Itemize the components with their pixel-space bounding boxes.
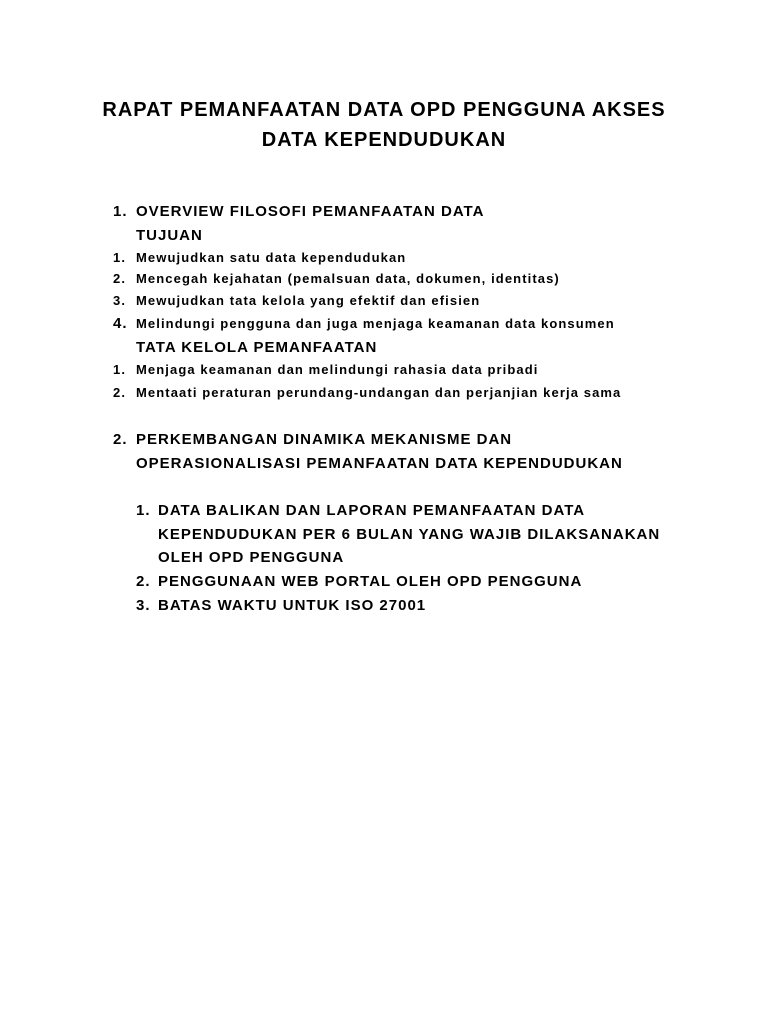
list-item-text: Mencegah kejahatan (pemalsuan data, dokumen, identitas) [136, 271, 560, 286]
list-item-text: Mewujudkan satu data kependudukan [136, 250, 407, 265]
page-title-line-2: DATA KEPENDUDUKAN [261, 129, 507, 151]
list-item-number: 4. [113, 315, 128, 332]
list-item-text-line-1: BATAS WAKTU UNTUK ISO 27001 [158, 597, 427, 614]
section-2-heading-line-1: PERKEMBANGAN DINAMIKA MEKANISME DAN [136, 431, 513, 448]
section-2-number: 2. [113, 431, 128, 448]
tujuan-heading: TUJUAN [136, 227, 203, 244]
tata-kelola-heading: TATA KELOLA PEMANFAATAN [136, 339, 378, 356]
list-item-text: Mentaati peraturan perundang-undangan dan perjanjian kerja sama [136, 385, 622, 400]
section-1-heading: OVERVIEW FILOSOFI PEMANFAATAN DATA [136, 203, 485, 220]
list-item-text-line-1: DATA BALIKAN DAN LAPORAN PEMANFAATAN DATA [158, 502, 586, 519]
list-item-text: Menjaga keamanan dan melindungi rahasia data pribadi [136, 362, 539, 377]
list-item-number: 2. [113, 385, 127, 400]
page-title-line-1: RAPAT PEMANFAATAN DATA OPD PENGGUNA AKSES [102, 99, 666, 121]
list-item-text-line-3: OLEH OPD PENGGUNA [158, 549, 345, 566]
list-item-text: Melindungi pengguna dan juga menjaga keamanan data konsumen [136, 316, 615, 331]
list-item-text: Mewujudkan tata kelola yang efektif dan efisien [136, 293, 481, 308]
list-item-number: 1. [113, 362, 127, 377]
list-item-number: 3. [113, 293, 127, 308]
page-title [0, 95, 768, 155]
list-item-text-line-1: PENGGUNAAN WEB PORTAL OLEH OPD PENGGUNA [158, 573, 583, 590]
list-item-number: 3. [136, 597, 151, 614]
list-item-number: 2. [113, 271, 127, 286]
list-item-number: 1. [136, 502, 151, 519]
list-item-text-line-2: KEPENDUDUKAN PER 6 BULAN YANG WAJIB DILAKSANAKAN [158, 526, 661, 543]
section-1-number: 1. [113, 203, 128, 220]
list-item-number: 1. [113, 250, 127, 265]
section-2-heading-line-2: OPERASIONALISASI PEMANFAATAN DATA KEPENDUDUKAN [136, 455, 623, 472]
list-item-number: 2. [136, 573, 151, 590]
